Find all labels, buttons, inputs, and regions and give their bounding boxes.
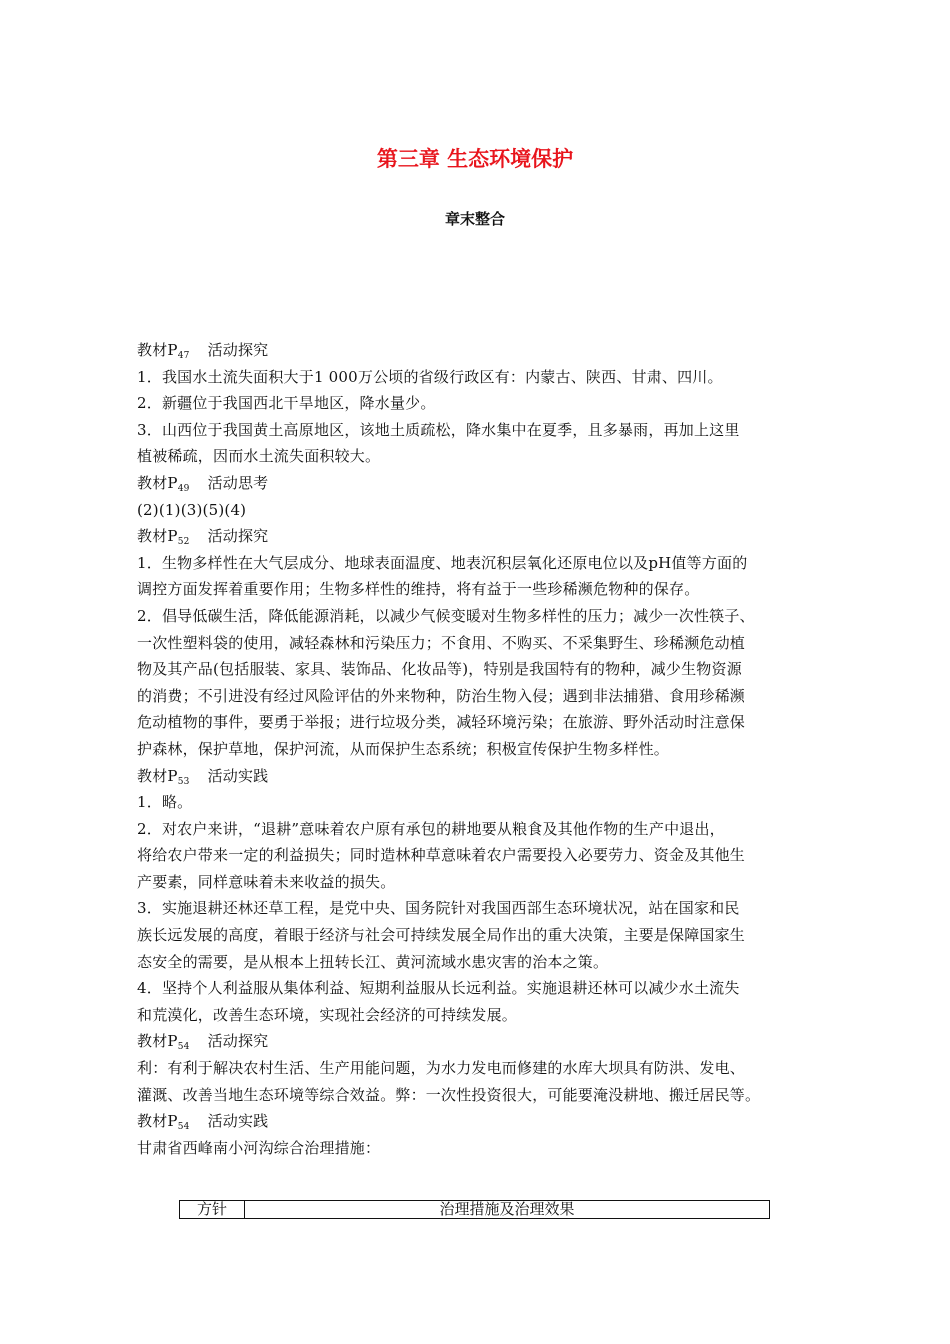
section-heading bbox=[137, 1028, 827, 1055]
page-number: 49 bbox=[177, 483, 190, 494]
paragraph-line: 一次性塑料袋的使用，减轻森林和污染压力；不食用、不购买、不采集野生、珍稀濒危动植 bbox=[137, 633, 746, 652]
activity-name: 活动探究 bbox=[207, 341, 269, 359]
paragraph-line: 3．实施退耕还林还草工程，是党中央、国务院针对我国西部生态环境状况，站在国家和民 bbox=[137, 899, 740, 918]
paragraph-line: 3．山西位于我国黄土高原地区，该地土质疏松，降水集中在夏季，且多暴雨，再加上这里 bbox=[137, 420, 740, 439]
table-header-row bbox=[180, 1201, 770, 1219]
page-number: 54 bbox=[177, 1042, 190, 1053]
section-heading bbox=[137, 470, 827, 497]
paragraph-line: 1．生物多样性在大气层成分、地球表面温度、地表沉积层氧化还原电位以及pH值等方面的 bbox=[137, 553, 748, 572]
heading-prefix: 教材P bbox=[137, 1112, 178, 1131]
page-number: 53 bbox=[177, 776, 190, 787]
paragraph-line: 态安全的需要，是从根本上扭转长江、黄河流域水患灾害的治本之策。 bbox=[137, 952, 609, 971]
page-subtitle: 章末整合 bbox=[444, 210, 505, 228]
activity-name: 活动探究 bbox=[207, 527, 269, 546]
heading-prefix: 教材P bbox=[137, 1032, 178, 1051]
heading-prefix: 教材P bbox=[137, 341, 178, 359]
paragraph-line: (2)(1)(3)(5)(4) bbox=[137, 500, 247, 519]
paragraph-line: 灌溉、改善当地生态环境等综合效益。弊：一次性投资很大，可能要淹没耕地、搬迁居民等。 bbox=[137, 1085, 761, 1104]
paragraph-line: 调控方面发挥着重要作用；生物多样性的维持，将有益于一些珍稀濒危物种的保存。 bbox=[137, 580, 700, 599]
table-header-measures: 治理措施及治理效果 bbox=[245, 1201, 770, 1219]
activity-name: 活动实践 bbox=[207, 1112, 269, 1131]
paragraph-line: 族长远发展的高度，着眼于经济与社会可持续发展全局作出的重大决策，主要是保障国家生 bbox=[137, 926, 746, 945]
page-number: 52 bbox=[177, 537, 190, 548]
paragraph-line: 将给农户带来一定的利益损失；同时造林种草意味着农户需要投入必要劳力、资金及其他生 bbox=[137, 846, 746, 865]
measures-table bbox=[179, 1200, 770, 1219]
paragraph-line: 护森林，保护草地，保护河流，从而保护生态系统；积极宣传保护生物多样性。 bbox=[137, 739, 670, 758]
page-title: 第三章 生态环境保护 bbox=[376, 147, 574, 171]
document-body bbox=[137, 337, 827, 1161]
paragraph-line: 1．我国水土流失面积大于1 000万公顷的省级行政区有：内蒙古、陕西、甘肃、四川。 bbox=[137, 367, 723, 386]
heading-prefix: 教材P bbox=[137, 473, 178, 492]
activity-name: 活动实践 bbox=[207, 766, 269, 785]
paragraph-line: 利：有利于解决农村生活、生产用能问题，为水力发电而修建的水库大坝具有防洪、发电、 bbox=[137, 1059, 746, 1078]
paragraph-line: 2．倡导低碳生活，降低能源消耗，以减少气候变暖对生物多样性的压力；减少一次性筷子、 bbox=[137, 606, 755, 625]
paragraph-line: 2．新疆位于我国西北干旱地区，降水量少。 bbox=[137, 394, 436, 413]
paragraph-line: 危动植物的事件，要勇于举报；进行垃圾分类，减轻环境污染；在旅游、野外活动时注意保 bbox=[137, 713, 746, 732]
paragraph-line: 的消费；不引进没有经过风险评估的外来物种，防治生物入侵；遇到非法捕猎、食用珍稀濒 bbox=[137, 686, 746, 705]
activity-name: 活动探究 bbox=[207, 1032, 269, 1051]
table-header-policy: 方针 bbox=[180, 1201, 245, 1219]
paragraph-line: 产要素，同样意味着未来收益的损失。 bbox=[137, 872, 396, 891]
paragraph-line: 物及其产品(包括服装、家具、装饰品、化妆品等)，特别是我国特有的物种，减少生物资源 bbox=[137, 660, 742, 679]
section-heading bbox=[137, 1108, 827, 1135]
section-heading bbox=[137, 763, 827, 790]
section-heading bbox=[137, 523, 827, 550]
heading-prefix: 教材P bbox=[137, 766, 178, 785]
paragraph-line: 植被稀疏，因而水土流失面积较大。 bbox=[137, 447, 381, 466]
page-number: 54 bbox=[177, 1122, 190, 1133]
paragraph-line: 甘肃省西峰南小河沟综合治理措施： bbox=[137, 1138, 381, 1157]
heading-prefix: 教材P bbox=[137, 527, 178, 546]
paragraph-line: 2．对农户来讲，“退耕”意味着农户原有承包的耕地要从粮食及其他作物的生产中退出， bbox=[137, 819, 725, 838]
activity-name: 活动思考 bbox=[207, 473, 269, 492]
paragraph-line: 4．坚持个人利益服从集体利益、短期利益服从长远利益。实施退耕还林可以减少水土流失 bbox=[137, 979, 740, 998]
paragraph-line: 1．略。 bbox=[137, 793, 193, 812]
section-heading bbox=[137, 337, 827, 364]
page-number: 47 bbox=[177, 351, 190, 361]
paragraph-line: 和荒漠化，改善生态环境，实现社会经济的可持续发展。 bbox=[137, 1005, 518, 1024]
